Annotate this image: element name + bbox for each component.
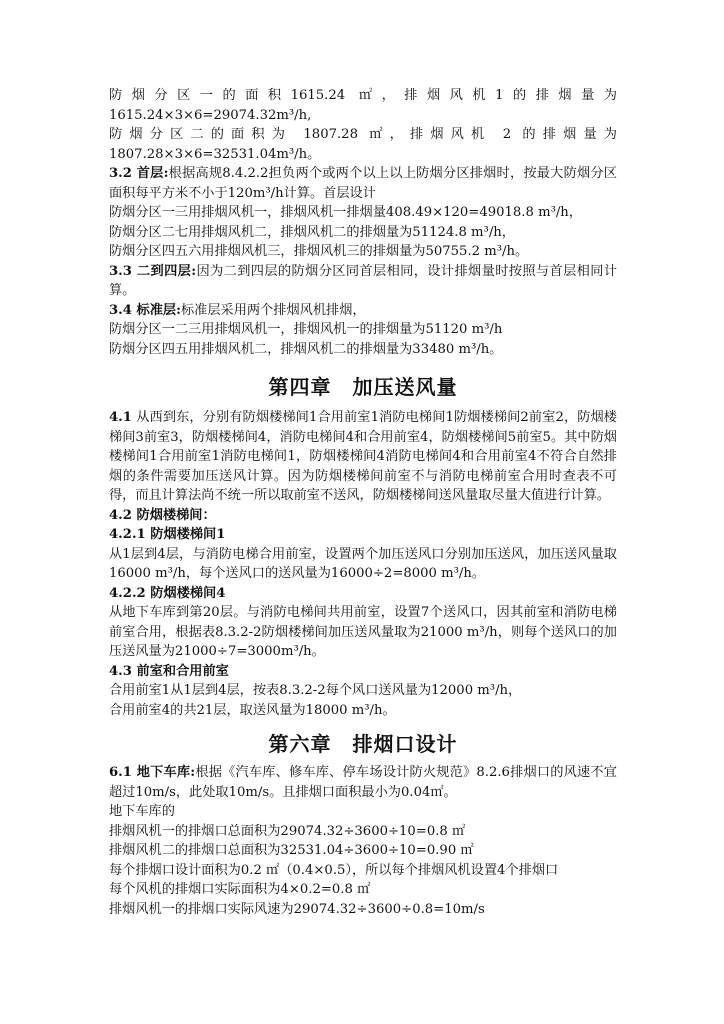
heading-6-1: 6.1 地下车库: — [109, 765, 196, 780]
paragraph-line: 排烟风机一的排烟口总面积为29074.32÷3600÷10=0.8 ㎡ — [109, 823, 466, 839]
text-4-2-1: 从1层到4层，与消防电梯合用前室，设置两个加压送风口分别加压送风，加压送风量取16000 m³/h，每个送风口的送风量为16000÷2=8000 m³/h。 — [109, 546, 617, 581]
paragraph-line: 每个风机的排烟口实际面积为4×0.2=0.8 ㎡ — [109, 882, 371, 897]
paragraph-line: 排烟风机二的排烟口总面积为32531.04÷3600÷10=0.90 ㎡ — [109, 843, 474, 858]
paragraph-line: 防烟分区四五用排烟风机二，排烟风机二的排烟量为33480 m³/h。 — [109, 341, 503, 357]
heading-4-3: 4.3 前室和合用前室 — [109, 663, 229, 679]
paragraph-line: 防烟分区二七用排烟风机二，排烟风机二的排烟量为51124.8 m³/h， — [109, 224, 515, 240]
text-4-1: 从西到东，分别有防烟楼梯间1合用前室1消防电梯间1防烟楼梯间2前室2，防烟楼梯间3前室3，防烟楼梯间4，消防电梯间4和合用前室4，防烟楼梯间5前室5。其中防烟楼梯间1合用前室1消防电梯间1，防烟楼梯间4消防电梯间4和合用前室4不符合自然排烟的条件需要加压送风计算。因为防烟楼梯间前室不与消防电梯前室合用时查表不可得，而且计算法尚不统一所以取前室不送风，防烟楼梯间送风量取尽量大值进行计算。 — [109, 410, 617, 503]
heading-4-2-2: 4.2.2 防烟楼梯间4 — [109, 585, 226, 601]
chapter-6-title: 第六章 排烟口设计 — [268, 732, 458, 756]
paragraph-line: 排烟风机一的排烟口实际风速为29074.32÷3600÷0.8=10m/s — [109, 901, 485, 917]
paragraph-3-3 — [109, 262, 617, 301]
heading-3-4: 3.4 标准层: — [109, 302, 181, 318]
paragraph-line: 每个排烟口设计面积为0.2 ㎡（0.4×0.5），所以每个排烟风机设置4个排烟口 — [109, 862, 559, 878]
paragraph-3-2 — [109, 164, 617, 203]
paragraph-line: 合用前室1从1层到4层，按表8.3.2-2每个风口送风量为12000 m³/h， — [109, 683, 522, 698]
paragraph-line: 合用前室4的共21层，取送风量为18000 m³/h。 — [109, 702, 396, 718]
text-4-2-2: 从地下车库到第20层。与消防电梯间共用前室，设置7个送风口，因其前室和消防电梯前室合用，根据表8.3.2-2防烟楼梯间加压送风量取为21000 m³/h，则每个送风口的加压送风量为21000÷7=3000m³/h。 — [109, 605, 617, 659]
chapter-4-title: 第四章 加压送风量 — [268, 375, 458, 399]
text-3-2: 根据高规8.4.2.2担负两个或两个以上以上防烟分区排烟时，按最大防烟分区面积每平方米不小于120m³/h计算。首层设计 — [109, 166, 617, 201]
heading-3-3: 3.3 二到四层: — [109, 263, 197, 279]
paragraph-line: 防烟分区二的面积为 1807.28 ㎡，排烟风机 2 的排烟量为 1807.28×3×6=32531.04m³/h。 — [109, 127, 617, 162]
text-3-4: 标准层采用两个排烟风机排烟， — [180, 302, 366, 318]
paragraph-line: 防烟分区一二三用排烟风机一，排烟风机一的排烟量为51120 m³/h — [109, 322, 503, 337]
paragraph-3-4 — [109, 301, 617, 321]
heading-4-2-1: 4.2.1 防烟楼梯间1 — [109, 527, 226, 542]
text-3-3: 因为二到四层的防烟分区同首层相同，设计排烟量时按照与首层相同计算。 — [109, 263, 618, 298]
paragraph-line: 地下车库的 — [109, 804, 175, 819]
paragraph-line: 防烟分区四五六用排烟风机三，排烟风机三的排烟量为50755.2 m³/h。 — [109, 244, 529, 259]
paragraph-line: 防烟分区一的面积1615.24 ㎡，排烟风机1的排烟量为1615.24×3×6=29074.32m³/h, — [109, 88, 617, 123]
text-6-1: 根据《汽车库、修车库、停车场设计防火规范》8.2.6排烟口的风速不宜超过10m/s，此处取10m/s。且排烟口面积最小为0.04㎡。 — [109, 765, 617, 800]
document-page — [109, 86, 617, 919]
paragraph-4-1 — [109, 408, 617, 506]
paragraph-line: 防烟分区一三用排烟风机一，排烟风机一排烟量408.49×120=49018.8 m³/h， — [109, 205, 582, 220]
heading-4-2: 4.2 防烟楼梯间： — [109, 507, 216, 523]
paragraph-6-1 — [109, 763, 617, 802]
heading-3-2: 3.2 首层: — [109, 166, 169, 181]
heading-4-1: 4.1 — [109, 410, 132, 425]
